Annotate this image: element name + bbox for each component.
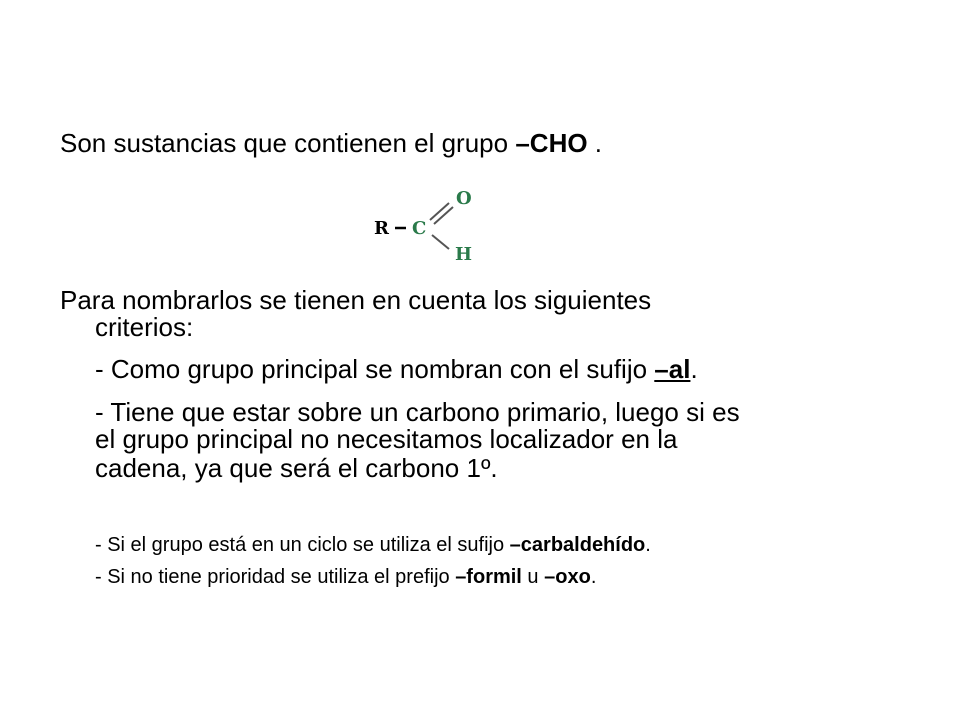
rule-1-suffix: –al [654, 354, 691, 384]
rule-1-text: - Como grupo principal se nombran con el sufijo [95, 354, 655, 384]
intro-text: Son sustancias que contienen el grupo [60, 128, 516, 158]
intro-line [60, 128, 602, 159]
rule-4-text: - Si no tiene prioridad se utiliza el prefijo [95, 566, 456, 588]
formula-o-label: O [456, 188, 472, 209]
rule-1-line [95, 354, 698, 385]
formula-h-label: H [455, 244, 473, 263]
rule-4-alt: –oxo [544, 566, 591, 588]
c-o-double-bond-b [434, 207, 453, 224]
rule-4-mid: u [521, 566, 545, 588]
formula-r-label: R [374, 218, 389, 239]
c-h-bond [432, 235, 449, 249]
criteria-line-1: Para nombrarlos se tienen en cuenta los siguientes [60, 285, 652, 315]
rule-2-line-1: - Tiene que estar sobre un carbono primario, luego si es [95, 397, 740, 427]
rule-3-end: . [645, 534, 651, 556]
formula-c-label: C [412, 218, 427, 239]
rule-4-end: . [590, 566, 597, 588]
c-o-double-bond-a [430, 203, 449, 220]
rule-3-suffix: –carbaldehído [509, 534, 646, 556]
rule-4-line [95, 565, 596, 589]
rule-1-end: . [690, 354, 698, 384]
intro-group: –CHO [515, 128, 588, 158]
intro-end: . [587, 128, 603, 158]
rule-4-prefix: –formil [455, 566, 522, 588]
aldehyde-structure-diagram [370, 183, 490, 263]
criteria-line-2: criterios: [95, 312, 194, 342]
rule-3-text: - Si el grupo está en un ciclo se utiliza el sufijo [95, 534, 510, 556]
rule-3-line [95, 533, 651, 557]
rule-2-line-3: cadena, ya que será el carbono 1º. [95, 453, 498, 483]
rule-2-line-2: el grupo principal no necesitamos localizador en la [95, 424, 678, 454]
